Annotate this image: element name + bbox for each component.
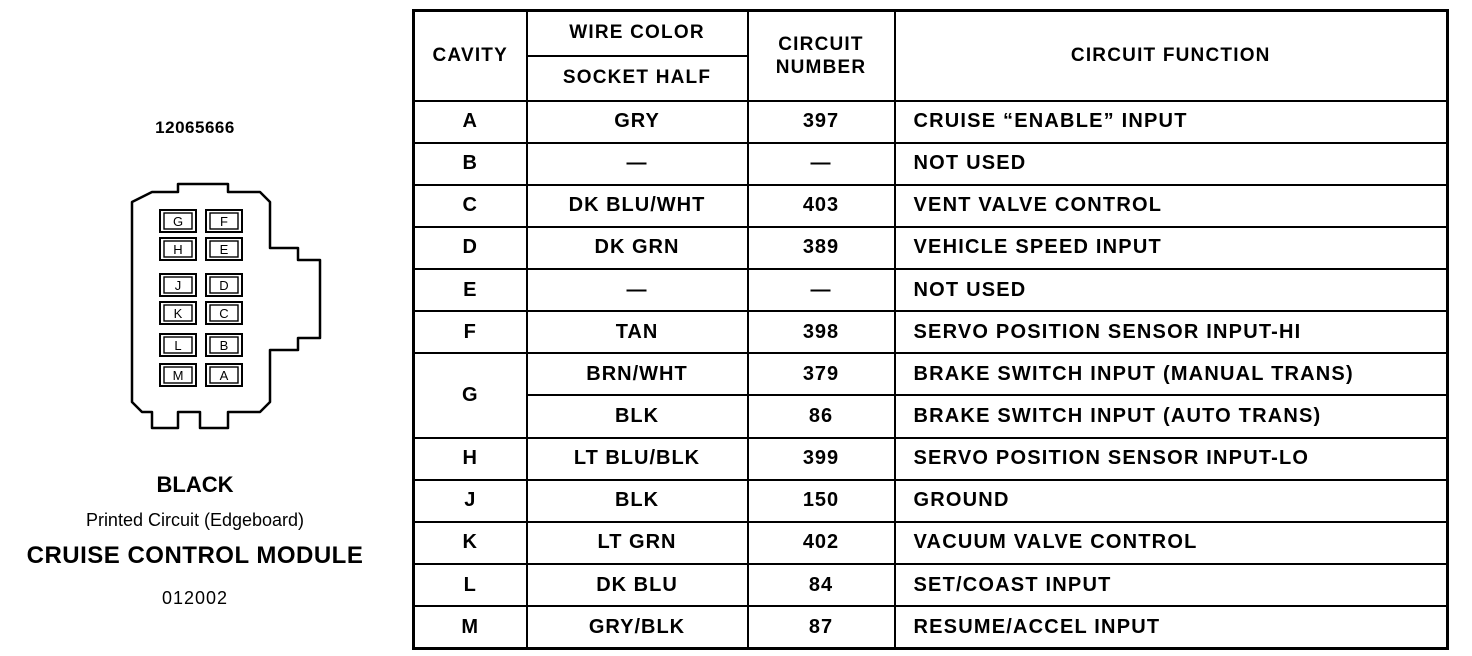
cavity-cell: D <box>414 227 527 269</box>
circuit-function-cell: VACUUM VALVE CONTROL <box>895 522 1448 564</box>
header-wire-color: WIRE COLOR <box>527 11 748 56</box>
pin-cavity-m <box>160 364 196 386</box>
circuit-number-cell: 397 <box>748 101 895 143</box>
pin-label: E <box>219 242 229 257</box>
table-row <box>414 395 1448 437</box>
circuit-number-cell: 87 <box>748 606 895 648</box>
cavity-cell: B <box>414 143 527 185</box>
table-row <box>414 101 1448 143</box>
circuit-number-cell: 402 <box>748 522 895 564</box>
table-row <box>414 564 1448 606</box>
pin-label: L <box>174 338 182 353</box>
circuit-function-cell: SERVO POSITION SENSOR INPUT-LO <box>895 438 1448 480</box>
table-row <box>414 480 1448 522</box>
circuit-number-cell: 379 <box>748 353 895 395</box>
pin-label: C <box>219 306 229 321</box>
pin-label: A <box>219 368 229 383</box>
circuit-number-cell: — <box>748 143 895 185</box>
circuit-function-cell: BRAKE SWITCH INPUT (MANUAL TRANS) <box>895 353 1448 395</box>
wire-color-cell: BRN/WHT <box>527 353 748 395</box>
cavity-cell: L <box>414 564 527 606</box>
wire-color-cell: GRY <box>527 101 748 143</box>
wire-color-cell: BLK <box>527 395 748 437</box>
pin-cavity-e <box>206 238 242 260</box>
circuit-function-cell: VEHICLE SPEED INPUT <box>895 227 1448 269</box>
table-row <box>414 227 1448 269</box>
circuit-number-cell: 150 <box>748 480 895 522</box>
pin-cavity-c <box>206 302 242 324</box>
circuit-number-cell: 399 <box>748 438 895 480</box>
cavity-cell: K <box>414 522 527 564</box>
header-cavity: CAVITY <box>414 11 527 101</box>
module-name: CRUISE CONTROL MODULE <box>26 542 364 569</box>
wire-color-cell: LT GRN <box>527 522 748 564</box>
circuit-number-cell: 389 <box>748 227 895 269</box>
pin-label: J <box>174 278 182 293</box>
wire-color-cell: DK GRN <box>527 227 748 269</box>
circuit-function-cell: CRUISE “ENABLE” INPUT <box>895 101 1448 143</box>
connector-code: 012002 <box>161 588 229 608</box>
circuit-number-cell: 86 <box>748 395 895 437</box>
circuit-function-cell: VENT VALVE CONTROL <box>895 185 1448 227</box>
circuit-function-cell: GROUND <box>895 480 1448 522</box>
wire-color-cell: TAN <box>527 311 748 353</box>
table-row <box>414 185 1448 227</box>
header-circuit-number <box>748 11 895 101</box>
pin-cavity-b <box>206 334 242 356</box>
cavity-cell: A <box>414 101 527 143</box>
circuit-number-cell: — <box>748 269 895 311</box>
pin-label: G <box>172 214 184 229</box>
wire-color-cell: DK BLU/WHT <box>527 185 748 227</box>
circuit-function-cell: NOT USED <box>895 143 1448 185</box>
pin-label: B <box>219 338 229 353</box>
table-row <box>414 438 1448 480</box>
table-row <box>414 269 1448 311</box>
cavity-cell: F <box>414 311 527 353</box>
pin-cavity-a <box>206 364 242 386</box>
pin-label: M <box>172 368 184 383</box>
pin-cavity-k <box>160 302 196 324</box>
circuit-function-cell: NOT USED <box>895 269 1448 311</box>
wire-color-cell: BLK <box>527 480 748 522</box>
wire-color-cell: LT BLU/BLK <box>527 438 748 480</box>
cavity-cell: J <box>414 480 527 522</box>
circuit-function-cell: SERVO POSITION SENSOR INPUT-HI <box>895 311 1448 353</box>
wire-color-cell: — <box>527 269 748 311</box>
table-header <box>414 11 1448 101</box>
connector-panel <box>0 0 400 656</box>
cavity-cell: H <box>414 438 527 480</box>
pinout-table <box>412 9 1449 650</box>
connector-subtitle: Printed Circuit (Edgeboard) <box>85 510 305 530</box>
connector-part-number: 12065666 <box>155 118 235 137</box>
table-row <box>414 311 1448 353</box>
pin-cavity-g <box>160 210 196 232</box>
wire-color-cell: — <box>527 143 748 185</box>
table-row <box>414 353 1448 395</box>
circuit-function-cell: SET/COAST INPUT <box>895 564 1448 606</box>
pin-cavity-f <box>206 210 242 232</box>
wire-color-cell: DK BLU <box>527 564 748 606</box>
connector-color: BLACK <box>156 472 234 497</box>
wire-color-cell: GRY/BLK <box>527 606 748 648</box>
pin-cavity-h <box>160 238 196 260</box>
table-row <box>414 522 1448 564</box>
pin-cavity-j <box>160 274 196 296</box>
pin-label: D <box>219 278 229 293</box>
cavity-cell: C <box>414 185 527 227</box>
header-socket-half: SOCKET HALF <box>527 56 748 101</box>
header-circuit-number-line1: CIRCUIT <box>778 33 864 55</box>
header-circuit-function: CIRCUIT FUNCTION <box>895 11 1448 101</box>
table-row <box>414 143 1448 185</box>
pin-cavity-l <box>160 334 196 356</box>
table-row <box>414 606 1448 648</box>
pin-label: F <box>220 214 228 229</box>
header-circuit-number-line2: NUMBER <box>775 56 867 78</box>
pin-cavity-d <box>206 274 242 296</box>
circuit-function-cell: BRAKE SWITCH INPUT (AUTO TRANS) <box>895 395 1448 437</box>
pin-grid <box>160 210 242 386</box>
circuit-number-cell: 398 <box>748 311 895 353</box>
cavity-cell: G <box>414 353 527 437</box>
table-body <box>414 101 1448 649</box>
circuit-function-cell: RESUME/ACCEL INPUT <box>895 606 1448 648</box>
cavity-cell: M <box>414 606 527 648</box>
circuit-number-cell: 403 <box>748 185 895 227</box>
pin-label: K <box>173 306 183 321</box>
cavity-cell: E <box>414 269 527 311</box>
pin-label: H <box>173 242 183 257</box>
circuit-number-cell: 84 <box>748 564 895 606</box>
connector-face-diagram <box>120 180 330 430</box>
